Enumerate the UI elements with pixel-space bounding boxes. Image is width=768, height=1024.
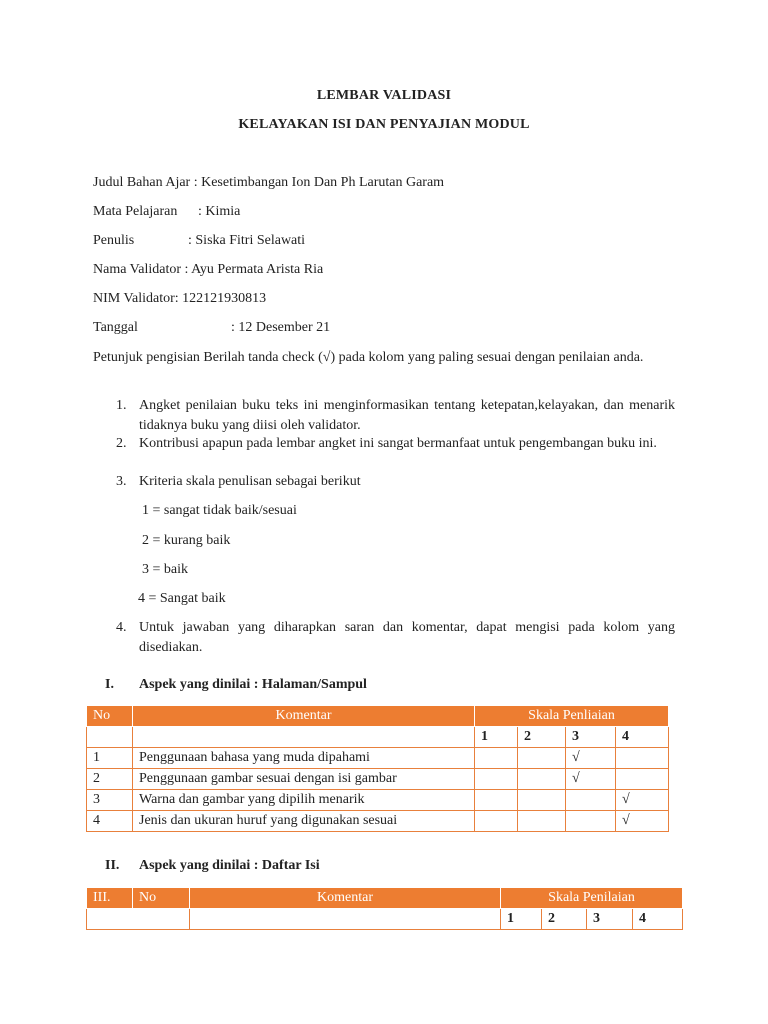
row-no: 2	[87, 769, 133, 790]
table-cell	[87, 727, 133, 748]
check-cell[interactable]	[475, 748, 518, 769]
check-cell[interactable]: √	[616, 811, 669, 832]
criteria-item: 4 = Sangat baik	[138, 591, 226, 606]
rating-table-daftar-isi	[86, 887, 683, 930]
scale-row	[87, 909, 683, 930]
check-cell[interactable]	[518, 769, 566, 790]
field-tanggal	[93, 318, 675, 338]
row-no: 1	[87, 748, 133, 769]
table-row	[87, 748, 669, 769]
list-number: 1.	[116, 398, 127, 413]
check-cell[interactable]	[518, 811, 566, 832]
table-header-row	[87, 888, 683, 909]
field-tanggal-label: Tanggal	[93, 320, 138, 335]
check-cell[interactable]	[518, 790, 566, 811]
field-validator: Nama Validator : Ayu Permata Arista Ria	[93, 262, 324, 277]
check-cell[interactable]	[616, 769, 669, 790]
check-cell[interactable]	[566, 811, 616, 832]
header-komentar: Komentar	[190, 888, 501, 909]
field-penulis	[93, 231, 675, 251]
scale-label: 1	[501, 909, 542, 930]
list-item: Kriteria skala penulisan sebagai berikut	[139, 474, 361, 489]
row-komentar: Jenis dan ukuran huruf yang digunakan sesuai	[133, 811, 475, 832]
row-no: 3	[87, 790, 133, 811]
row-no: 4	[87, 811, 133, 832]
field-penulis-value: : Siska Fitri Selawati	[188, 233, 306, 248]
criteria-item: 2 = kurang baik	[142, 533, 231, 548]
document-title: LEMBAR VALIDASI	[316, 88, 452, 103]
row-komentar: Penggunaan bahasa yang muda dipahami	[133, 748, 475, 769]
section-number: II.	[105, 858, 120, 873]
check-cell[interactable]	[518, 748, 566, 769]
header-no: No	[133, 888, 190, 909]
scale-label: 3	[566, 727, 616, 748]
document-subtitle: KELAYAKAN ISI DAN PENYAJIAN MODUL	[238, 117, 530, 132]
list-item: Untuk jawaban yang diharapkan saran dan komentar, dapat mengisi pada kolom yang disediakan.	[139, 620, 675, 655]
table-cell	[190, 909, 501, 930]
criteria-item: 1 = sangat tidak baik/sesuai	[142, 503, 297, 518]
scale-label: 1	[475, 727, 518, 748]
check-cell[interactable]: √	[616, 790, 669, 811]
list-number: 2.	[116, 436, 127, 451]
table-row	[87, 769, 669, 790]
rating-table-halaman	[86, 705, 669, 832]
field-mapel	[93, 202, 675, 222]
criteria-item: 3 = baik	[142, 562, 188, 577]
scale-label: 2	[518, 727, 566, 748]
field-mapel-label: Mata Pelajaran	[93, 204, 178, 219]
row-komentar: Penggunaan gambar sesuai dengan isi gambar	[133, 769, 475, 790]
table-header-row	[87, 706, 669, 727]
header-no: No	[87, 706, 133, 727]
header-komentar: Komentar	[133, 706, 475, 727]
scale-label: 2	[542, 909, 587, 930]
scale-label: 4	[616, 727, 669, 748]
scale-row	[87, 727, 669, 748]
section-title: Aspek yang dinilai : Halaman/Sampul	[139, 677, 367, 692]
field-tanggal-value: : 12 Desember 21	[231, 320, 331, 335]
list-item: Angket penilaian buku teks ini menginformasikan tentang ketepatan,kelayakan, dan menarik tidaknya buku yang diisi oleh validator.	[139, 398, 675, 433]
table-row	[87, 790, 669, 811]
section-number: I.	[105, 677, 114, 692]
check-cell[interactable]: √	[566, 748, 616, 769]
row-komentar: Warna dan gambar yang dipilih menarik	[133, 790, 475, 811]
list-number: 3.	[116, 474, 127, 489]
check-cell[interactable]	[475, 790, 518, 811]
field-penulis-label: Penulis	[93, 233, 135, 248]
list-item: Kontribusi apapun pada lembar angket ini sangat bermanfaat untuk pengembangan buku ini.	[139, 436, 657, 451]
instruction-text: Petunjuk pengisian Berilah tanda check (√) pada kolom yang paling sesuai dengan penilaian anda.	[93, 350, 644, 365]
scale-label: 4	[633, 909, 683, 930]
check-cell[interactable]: √	[566, 769, 616, 790]
header-roman: III.	[87, 888, 133, 909]
check-cell[interactable]	[616, 748, 669, 769]
field-nim: NIM Validator: 122121930813	[93, 291, 267, 306]
field-mapel-value: : Kimia	[198, 204, 241, 219]
section-title: Aspek yang dinilai : Daftar Isi	[139, 858, 320, 873]
check-cell[interactable]	[475, 811, 518, 832]
scale-label: 3	[587, 909, 633, 930]
field-judul: Judul Bahan Ajar : Kesetimbangan Ion Dan Ph Larutan Garam	[93, 175, 445, 190]
check-cell[interactable]	[475, 769, 518, 790]
header-skala: Skala Penilaian	[501, 888, 683, 909]
list-number: 4.	[116, 620, 127, 635]
table-row	[87, 811, 669, 832]
header-skala: Skala Penliaian	[475, 706, 669, 727]
table-cell	[87, 909, 190, 930]
check-cell[interactable]	[566, 790, 616, 811]
table-cell	[133, 727, 475, 748]
